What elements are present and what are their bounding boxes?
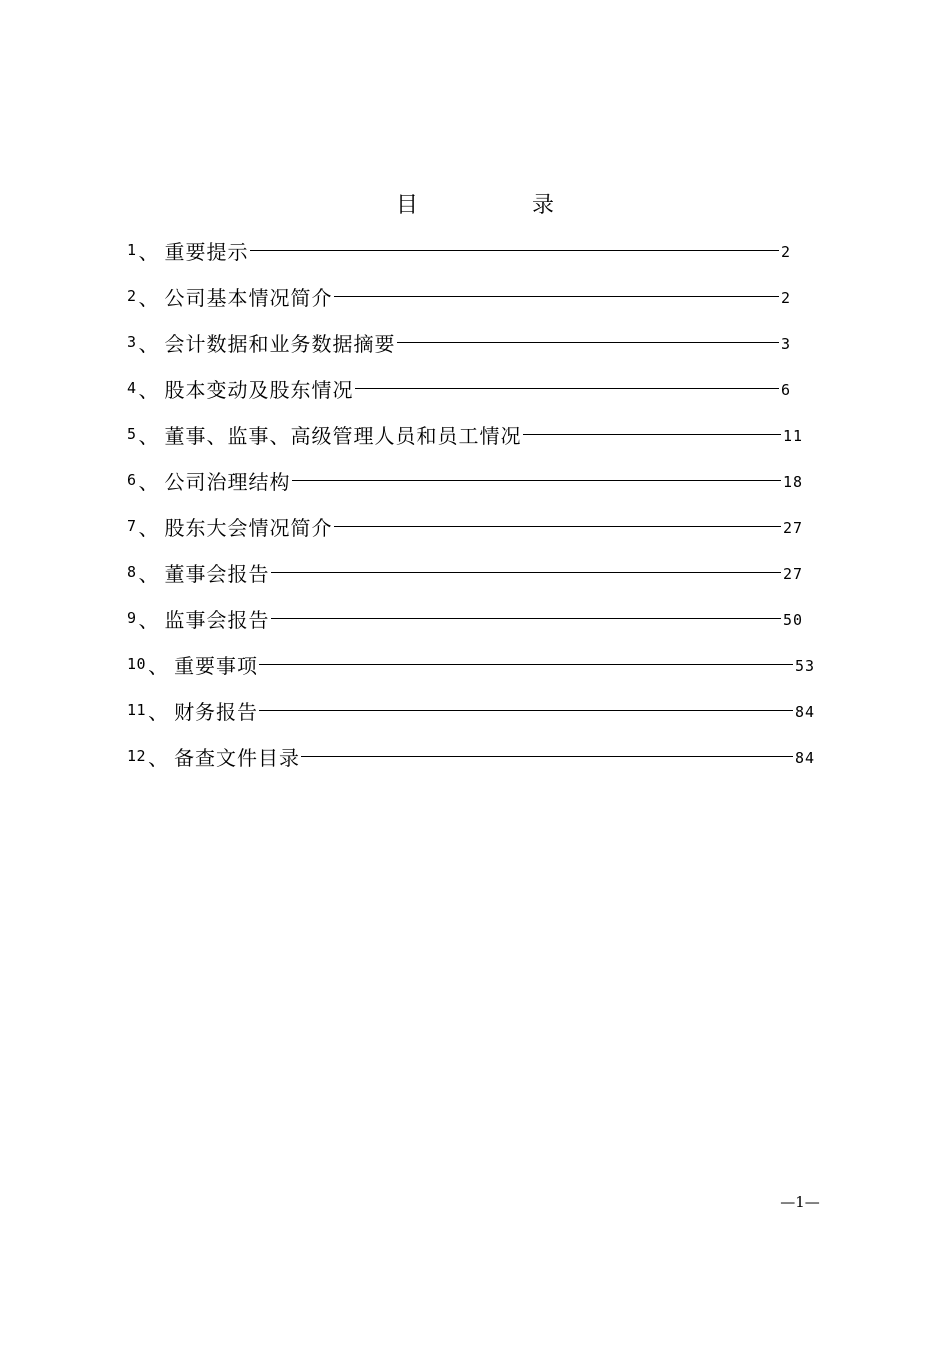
toc-entry-1[interactable]	[127, 233, 791, 267]
toc-title	[0, 188, 950, 224]
toc-leader-line	[250, 250, 779, 251]
toc-leader-line	[523, 434, 781, 435]
toc-title-char-2: 录	[532, 193, 555, 218]
toc-entry-separator: 、	[148, 699, 169, 724]
toc-entry-title: 财务报告	[174, 699, 259, 724]
toc-leader-line	[259, 710, 793, 711]
toc-entry-10[interactable]	[127, 647, 815, 681]
toc-entry-page: 50	[782, 611, 803, 629]
toc-entry-page: 11	[782, 427, 803, 445]
toc-entry-number: 8	[127, 563, 137, 581]
toc-entry-number: 1	[127, 241, 137, 259]
toc-leader-line	[292, 480, 781, 481]
toc-entry-page: 84	[794, 703, 815, 721]
toc-entry-number: 11	[127, 701, 147, 719]
toc-leader-line	[355, 388, 779, 389]
toc-entry-page: 2	[780, 289, 791, 307]
toc-entry-title: 股本变动及股东情况	[164, 377, 354, 402]
toc-entry-separator: 、	[138, 469, 159, 494]
toc-entry-number: 3	[127, 333, 137, 351]
toc-entry-title: 监事会报告	[164, 607, 270, 632]
toc-entry-title: 股东大会情况简介	[164, 515, 333, 540]
toc-entry-11[interactable]	[127, 693, 815, 727]
toc-entry-separator: 、	[138, 331, 159, 356]
toc-leader-line	[271, 572, 781, 573]
toc-entry-separator: 、	[148, 653, 169, 678]
toc-entry-separator: 、	[138, 515, 159, 540]
toc-entry-separator: 、	[138, 607, 159, 632]
toc-entry-7[interactable]	[127, 509, 803, 543]
toc-entry-number: 2	[127, 287, 137, 305]
toc-entry-number: 9	[127, 609, 137, 627]
toc-entry-separator: 、	[138, 285, 159, 310]
toc-entry-number: 10	[127, 655, 147, 673]
toc-leader-line	[271, 618, 781, 619]
toc-entry-title: 重要提示	[164, 239, 249, 264]
toc-entry-number: 4	[127, 379, 137, 397]
toc-entry-page: 27	[782, 519, 803, 537]
toc-leader-line	[334, 296, 779, 297]
toc-entry-number: 6	[127, 471, 137, 489]
toc-entry-title: 重要事项	[174, 653, 259, 678]
page-number: —1—	[780, 1193, 820, 1211]
toc-entry-5[interactable]	[127, 417, 803, 451]
toc-entry-number: 12	[127, 747, 147, 765]
toc-entry-page: 3	[780, 335, 791, 353]
toc-entry-6[interactable]	[127, 463, 803, 497]
toc-entry-separator: 、	[138, 423, 159, 448]
toc-entry-separator: 、	[138, 561, 159, 586]
toc-entry-title: 董事、监事、高级管理人员和员工情况	[164, 423, 522, 448]
toc-leader-line	[397, 342, 779, 343]
toc-leader-line	[334, 526, 781, 527]
toc-entry-page: 6	[780, 381, 791, 399]
toc-entry-2[interactable]	[127, 279, 791, 313]
toc-entry-page: 2	[780, 243, 791, 261]
toc-entry-number: 5	[127, 425, 137, 443]
toc-leader-line	[259, 664, 793, 665]
toc-entry-separator: 、	[148, 745, 169, 770]
toc-entry-title: 公司基本情况简介	[164, 285, 333, 310]
toc-entry-page: 18	[782, 473, 803, 491]
toc-entry-title: 公司治理结构	[164, 469, 291, 494]
toc-entry-number: 7	[127, 517, 137, 535]
toc-entry-title: 备查文件目录	[174, 745, 301, 770]
toc-entry-separator: 、	[138, 377, 159, 402]
toc-leader-line	[301, 756, 793, 757]
toc-entry-4[interactable]	[127, 371, 791, 405]
toc-entry-12[interactable]	[127, 739, 815, 773]
toc-entry-9[interactable]	[127, 601, 803, 635]
toc-entry-separator: 、	[138, 239, 159, 264]
toc-title-char-1: 目	[396, 193, 419, 218]
toc-entry-title: 董事会报告	[164, 561, 270, 586]
toc-entry-3[interactable]	[127, 325, 791, 359]
toc-entry-8[interactable]	[127, 555, 803, 589]
toc-entry-page: 53	[794, 657, 815, 675]
toc-entry-page: 84	[794, 749, 815, 767]
toc-entry-page: 27	[782, 565, 803, 583]
toc-entry-title: 会计数据和业务数据摘要	[164, 331, 396, 356]
